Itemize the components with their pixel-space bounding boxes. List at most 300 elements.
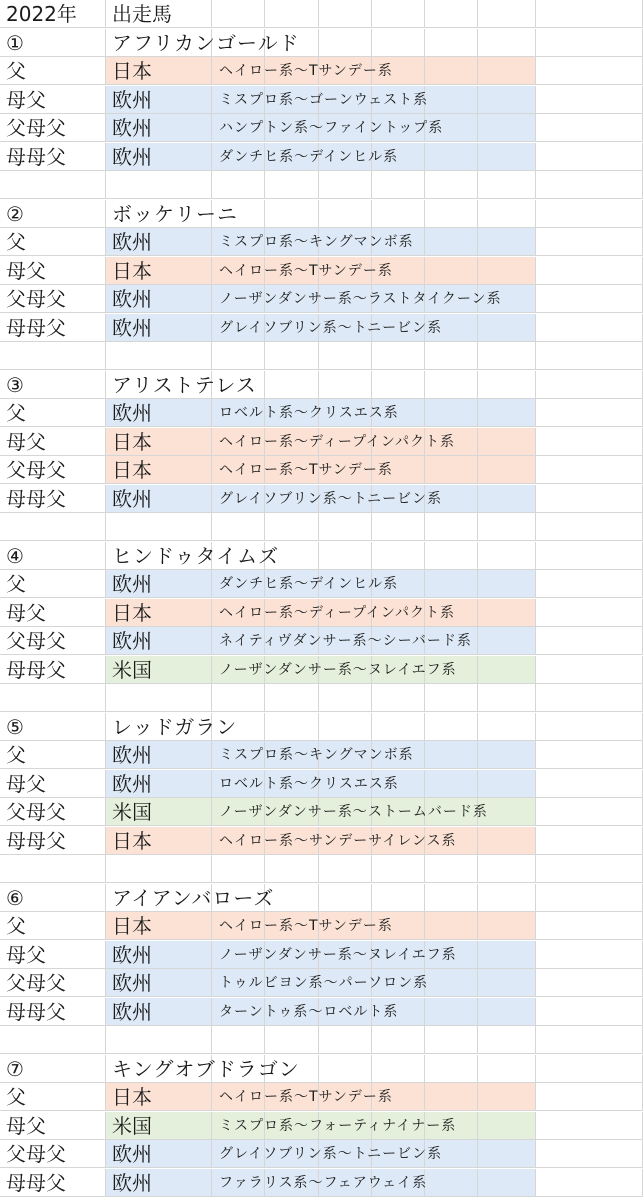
grid-cell[interactable]	[265, 684, 319, 712]
region-label: 欧州	[112, 971, 152, 995]
pedigree-row	[0, 599, 643, 627]
grid-cell[interactable]	[372, 1026, 425, 1054]
grid-cell[interactable]	[265, 371, 319, 399]
pedigree-role: 母母父	[6, 487, 66, 511]
pedigree-row	[0, 143, 643, 171]
region-label: 日本	[112, 430, 152, 454]
column-title: 出走馬	[112, 2, 172, 26]
grid-cell[interactable]	[425, 371, 478, 399]
grid-cell[interactable]	[319, 171, 372, 199]
grid-cell[interactable]	[536, 86, 643, 114]
pedigree-role: 父	[6, 230, 26, 254]
pedigree-role: 母母父	[6, 316, 66, 340]
grid-cell[interactable]	[425, 770, 478, 798]
grid-cell[interactable]	[425, 570, 478, 598]
grid-cell[interactable]	[478, 599, 536, 627]
grid-cell[interactable]	[536, 171, 643, 199]
grid-cell[interactable]	[319, 29, 372, 57]
grid-cell[interactable]	[425, 399, 478, 427]
grid-cell[interactable]	[536, 884, 643, 912]
lineage-text: ミスプロ系～キングマンボ系	[219, 234, 414, 250]
grid-cell[interactable]	[212, 684, 265, 712]
grid-cell[interactable]	[478, 456, 536, 484]
grid-cell[interactable]	[425, 86, 478, 114]
grid-cell[interactable]	[478, 713, 536, 741]
horse-number: ③	[6, 373, 24, 397]
grid-cell[interactable]	[478, 171, 536, 199]
grid-cell[interactable]	[536, 513, 643, 541]
region-label: 欧州	[112, 230, 152, 254]
pedigree-row	[0, 57, 643, 85]
grid-cell[interactable]	[536, 599, 643, 627]
pedigree-row	[0, 827, 643, 855]
region-label: 米国	[112, 1114, 152, 1138]
grid-cell[interactable]	[212, 855, 265, 883]
grid-cell[interactable]	[425, 513, 478, 541]
grid-cell[interactable]	[478, 1055, 536, 1083]
horse-number: ②	[6, 202, 24, 226]
grid-cell[interactable]	[319, 371, 372, 399]
lineage-text: ネイティヴダンサー系～シーバード系	[219, 633, 472, 649]
grid-cell[interactable]	[536, 1169, 643, 1197]
region-label: 米国	[112, 800, 152, 824]
grid-cell[interactable]	[536, 684, 643, 712]
grid-cell[interactable]	[536, 399, 643, 427]
grid-cell[interactable]	[478, 884, 536, 912]
grid-cell[interactable]	[425, 1055, 478, 1083]
horse-header-row	[0, 29, 643, 57]
region-label: 欧州	[112, 1171, 152, 1195]
grid-cell[interactable]	[0, 855, 106, 883]
grid-cell[interactable]	[478, 371, 536, 399]
grid-cell[interactable]	[265, 171, 319, 199]
horse-number: ①	[6, 31, 24, 55]
horse-number: ⑦	[6, 1057, 24, 1081]
grid-cell[interactable]	[372, 713, 425, 741]
grid-cell[interactable]	[478, 770, 536, 798]
pedigree-role: 母母父	[6, 658, 66, 682]
grid-cell[interactable]	[0, 171, 106, 199]
lineage-text: ノーザンダンサー系～ストームバード系	[219, 804, 488, 820]
grid-cell[interactable]	[536, 485, 643, 513]
grid-cell[interactable]	[425, 855, 478, 883]
grid-cell[interactable]	[372, 200, 425, 228]
grid-cell[interactable]	[536, 741, 643, 769]
lineage-text: ハンプトン系～ファイントップ系	[219, 120, 444, 136]
pedigree-row	[0, 969, 643, 997]
grid-cell[interactable]	[319, 1055, 372, 1083]
region-label: 日本	[112, 829, 152, 853]
grid-cell[interactable]	[265, 342, 319, 370]
grid-cell[interactable]	[478, 29, 536, 57]
grid-cell[interactable]	[478, 143, 536, 171]
horse-name: ボッケリーニ	[112, 202, 238, 226]
grid-cell[interactable]	[536, 855, 643, 883]
horse-header-row	[0, 542, 643, 570]
grid-cell[interactable]	[106, 342, 212, 370]
grid-cell[interactable]	[478, 1026, 536, 1054]
spacer-row	[0, 684, 643, 712]
pedigree-role: 母母父	[6, 1000, 66, 1024]
grid-cell[interactable]	[478, 1112, 536, 1140]
pedigree-role: 母父	[6, 943, 46, 967]
region-label: 欧州	[112, 401, 152, 425]
grid-cell[interactable]	[536, 143, 643, 171]
grid-cell[interactable]	[536, 941, 643, 969]
pedigree-role: 母父	[6, 772, 46, 796]
grid-cell[interactable]	[536, 1083, 643, 1111]
grid-cell[interactable]	[425, 542, 478, 570]
horse-header-row	[0, 200, 643, 228]
pedigree-row	[0, 1169, 643, 1197]
grid-cell[interactable]	[478, 513, 536, 541]
grid-cell[interactable]	[212, 342, 265, 370]
pedigree-role: 父母父	[6, 458, 66, 482]
pedigree-role: 父	[6, 914, 26, 938]
grid-cell[interactable]	[478, 684, 536, 712]
grid-cell[interactable]	[536, 1140, 643, 1168]
grid-cell[interactable]	[536, 29, 643, 57]
region-label: 欧州	[112, 572, 152, 596]
pedigree-row	[0, 656, 643, 684]
grid-cell[interactable]	[425, 143, 478, 171]
lineage-text: ノーザンダンサー系～ヌレイエフ系	[219, 662, 457, 678]
pedigree-role: 母母父	[6, 1171, 66, 1195]
grid-cell[interactable]	[425, 171, 478, 199]
lineage-text: グレイソブリン系～トニービン系	[219, 1146, 443, 1162]
grid-cell[interactable]	[478, 57, 536, 85]
year-label: 2022年	[6, 2, 77, 26]
grid-cell[interactable]	[372, 884, 425, 912]
lineage-text: グレイソブリン系～トニービン系	[219, 491, 443, 507]
horse-name: アフリカンゴールド	[112, 31, 300, 55]
pedigree-role: 父母父	[6, 1142, 66, 1166]
lineage-text: ミスプロ系～フォーティナイナー系	[219, 1118, 457, 1134]
lineage-text: ヘイロー系～ディープインパクト系	[219, 434, 455, 450]
pedigree-row	[0, 912, 643, 940]
grid-cell[interactable]	[536, 342, 643, 370]
horse-name: レッドガラン	[112, 715, 238, 739]
grid-cell[interactable]	[536, 1112, 643, 1140]
pedigree-row	[0, 998, 643, 1026]
pedigree-role: 父	[6, 59, 26, 83]
grid-cell[interactable]	[478, 399, 536, 427]
grid-cell[interactable]	[478, 114, 536, 142]
grid-cell[interactable]	[425, 969, 478, 997]
horse-name: アリストテレス	[112, 373, 257, 397]
grid-cell[interactable]	[212, 513, 265, 541]
horse-header-row	[0, 371, 643, 399]
region-label: 米国	[112, 658, 152, 682]
region-label: 欧州	[112, 145, 152, 169]
grid-cell[interactable]	[425, 1169, 478, 1197]
lineage-text: ロベルト系～クリスエス系	[219, 405, 399, 421]
grid-cell[interactable]	[106, 855, 212, 883]
pedigree-row	[0, 399, 643, 427]
grid-cell[interactable]	[265, 513, 319, 541]
grid-cell[interactable]	[372, 542, 425, 570]
grid-cell[interactable]	[425, 1026, 478, 1054]
grid-cell[interactable]	[319, 713, 372, 741]
pedigree-row	[0, 428, 643, 456]
pedigree-role: 母父	[6, 259, 46, 283]
grid-cell[interactable]	[319, 542, 372, 570]
pedigree-row	[0, 627, 643, 655]
grid-cell[interactable]	[372, 1055, 425, 1083]
grid-cell[interactable]	[212, 1026, 265, 1054]
grid-cell[interactable]	[425, 0, 478, 28]
region-label: 欧州	[112, 287, 152, 311]
grid-cell[interactable]	[265, 200, 319, 228]
pedigree-row	[0, 1083, 643, 1111]
grid-cell[interactable]	[478, 998, 536, 1026]
horse-header-row	[0, 884, 643, 912]
grid-cell[interactable]	[425, 228, 478, 256]
horse-number: ④	[6, 544, 24, 568]
lineage-text: ヘイロー系～Tサンデー系	[219, 263, 393, 279]
grid-cell[interactable]	[478, 741, 536, 769]
grid-cell[interactable]	[319, 0, 372, 28]
grid-cell[interactable]	[536, 770, 643, 798]
grid-cell[interactable]	[265, 0, 319, 28]
lineage-text: ミスプロ系～ゴーンウェスト系	[219, 92, 429, 108]
grid-cell[interactable]	[478, 257, 536, 285]
pedigree-role: 父母父	[6, 971, 66, 995]
grid-cell[interactable]	[478, 342, 536, 370]
pedigree-row	[0, 941, 643, 969]
region-label: 日本	[112, 601, 152, 625]
grid-cell[interactable]	[536, 285, 643, 313]
grid-cell[interactable]	[536, 57, 643, 85]
lineage-text: ヘイロー系～Tサンデー系	[219, 1089, 393, 1105]
pedigree-row	[0, 1140, 643, 1168]
grid-cell[interactable]	[536, 1055, 643, 1083]
grid-cell[interactable]	[319, 884, 372, 912]
grid-cell[interactable]	[425, 998, 478, 1026]
lineage-text: グレイソブリン系～トニービン系	[219, 320, 443, 336]
grid-cell[interactable]	[212, 0, 265, 28]
grid-cell[interactable]	[478, 86, 536, 114]
pedigree-role: 母父	[6, 88, 46, 112]
region-label: 欧州	[112, 943, 152, 967]
grid-cell[interactable]	[536, 314, 643, 342]
grid-cell[interactable]	[536, 827, 643, 855]
grid-cell[interactable]	[372, 684, 425, 712]
grid-cell[interactable]	[478, 912, 536, 940]
grid-cell[interactable]	[478, 228, 536, 256]
grid-cell[interactable]	[478, 627, 536, 655]
spacer-row	[0, 855, 643, 883]
horse-number: ⑥	[6, 886, 24, 910]
pedigree-role: 父母父	[6, 629, 66, 653]
grid-cell[interactable]	[536, 713, 643, 741]
pedigree-role: 父	[6, 572, 26, 596]
grid-cell[interactable]	[536, 798, 643, 826]
region-label: 欧州	[112, 743, 152, 767]
lineage-text: ヘイロー系～サンデーサイレンス系	[219, 833, 457, 849]
pedigree-role: 母父	[6, 430, 46, 454]
grid-cell[interactable]	[425, 342, 478, 370]
region-label: 欧州	[112, 116, 152, 140]
grid-cell[interactable]	[265, 855, 319, 883]
grid-cell[interactable]	[536, 428, 643, 456]
pedigree-row	[0, 741, 643, 769]
pedigree-role: 父母父	[6, 800, 66, 824]
pedigree-role: 母母父	[6, 829, 66, 853]
grid-cell[interactable]	[0, 513, 106, 541]
grid-cell[interactable]	[425, 912, 478, 940]
grid-cell[interactable]	[478, 1140, 536, 1168]
grid-cell[interactable]	[478, 485, 536, 513]
grid-cell[interactable]	[478, 941, 536, 969]
pedigree-row	[0, 456, 643, 484]
region-label: 日本	[112, 259, 152, 283]
grid-cell[interactable]	[372, 29, 425, 57]
lineage-text: トゥルビヨン系～パーソロン系	[219, 975, 429, 991]
header-row	[0, 0, 643, 28]
lineage-text: ミスプロ系～キングマンボ系	[219, 747, 414, 763]
pedigree-role: 母母父	[6, 145, 66, 169]
pedigree-row	[0, 770, 643, 798]
grid-cell[interactable]	[478, 570, 536, 598]
pedigree-role: 父	[6, 1085, 26, 1109]
grid-cell[interactable]	[478, 1169, 536, 1197]
pedigree-row	[0, 570, 643, 598]
grid-cell[interactable]	[478, 969, 536, 997]
grid-cell[interactable]	[212, 171, 265, 199]
lineage-text: ヘイロー系～Tサンデー系	[219, 918, 393, 934]
lineage-text: ノーザンダンサー系～ラストタイクーン系	[219, 291, 502, 307]
region-label: 欧州	[112, 88, 152, 112]
lineage-text: ロベルト系～クリスエス系	[219, 776, 399, 792]
grid-cell[interactable]	[0, 1026, 106, 1054]
lineage-text: ダンチヒ系～デインヒル系	[219, 576, 399, 592]
pedigree-role: 母父	[6, 1114, 46, 1138]
grid-cell[interactable]	[319, 200, 372, 228]
grid-cell[interactable]	[425, 57, 478, 85]
grid-cell[interactable]	[536, 200, 643, 228]
pedigree-role: 父母父	[6, 287, 66, 311]
grid-cell[interactable]	[536, 570, 643, 598]
lineage-text: ノーザンダンサー系～ヌレイエフ系	[219, 947, 457, 963]
grid-cell[interactable]	[106, 513, 212, 541]
region-label: 欧州	[112, 629, 152, 653]
pedigree-row	[0, 86, 643, 114]
grid-cell[interactable]	[536, 969, 643, 997]
pedigree-row	[0, 228, 643, 256]
grid-cell[interactable]	[536, 228, 643, 256]
pedigree-role: 父	[6, 743, 26, 767]
region-label: 欧州	[112, 487, 152, 511]
grid-cell[interactable]	[425, 713, 478, 741]
region-label: 日本	[112, 914, 152, 938]
pedigree-row	[0, 114, 643, 142]
grid-cell[interactable]	[319, 1026, 372, 1054]
grid-cell[interactable]	[265, 1026, 319, 1054]
lineage-text: ファラリス系～フェアウェイ系	[219, 1175, 428, 1191]
grid-cell[interactable]	[372, 342, 425, 370]
grid-cell[interactable]	[372, 371, 425, 399]
grid-cell[interactable]	[478, 827, 536, 855]
grid-cell[interactable]	[372, 171, 425, 199]
pedigree-row	[0, 257, 643, 285]
grid-cell[interactable]	[536, 1026, 643, 1054]
grid-cell[interactable]	[478, 0, 536, 28]
grid-cell[interactable]	[536, 627, 643, 655]
horse-header-row	[0, 1055, 643, 1083]
pedigree-role: 父	[6, 401, 26, 425]
grid-cell[interactable]	[106, 1026, 212, 1054]
grid-cell[interactable]	[425, 456, 478, 484]
spacer-row	[0, 513, 643, 541]
grid-cell[interactable]	[319, 513, 372, 541]
grid-cell[interactable]	[106, 171, 212, 199]
grid-cell[interactable]	[0, 684, 106, 712]
grid-cell[interactable]	[478, 428, 536, 456]
grid-cell[interactable]	[372, 0, 425, 28]
grid-cell[interactable]	[319, 684, 372, 712]
grid-cell[interactable]	[425, 741, 478, 769]
grid-cell[interactable]	[478, 542, 536, 570]
grid-cell[interactable]	[372, 513, 425, 541]
spacer-row	[0, 171, 643, 199]
grid-cell[interactable]	[536, 656, 643, 684]
lineage-text: ヘイロー系～ディープインパクト系	[219, 605, 455, 621]
horse-header-row	[0, 713, 643, 741]
lineage-text: ヘイロー系～Tサンデー系	[219, 63, 393, 79]
grid-cell[interactable]	[478, 1083, 536, 1111]
region-label: 欧州	[112, 772, 152, 796]
region-label: 日本	[112, 59, 152, 83]
lineage-text: ダンチヒ系～デインヒル系	[219, 149, 399, 165]
grid-cell[interactable]	[425, 29, 478, 57]
grid-cell[interactable]	[536, 257, 643, 285]
grid-cell[interactable]	[372, 855, 425, 883]
pedigree-row	[0, 798, 643, 826]
pedigree-row	[0, 285, 643, 313]
grid-cell[interactable]	[425, 884, 478, 912]
horse-name: キングオブドラゴン	[112, 1057, 300, 1081]
grid-cell[interactable]	[536, 912, 643, 940]
grid-cell[interactable]	[478, 200, 536, 228]
grid-cell[interactable]	[478, 855, 536, 883]
grid-cell[interactable]	[536, 371, 643, 399]
grid-cell[interactable]	[536, 456, 643, 484]
horse-name: アイアンバローズ	[112, 886, 275, 910]
grid-cell[interactable]	[425, 1083, 478, 1111]
grid-cell[interactable]	[0, 342, 106, 370]
grid-cell[interactable]	[319, 342, 372, 370]
grid-cell[interactable]	[425, 200, 478, 228]
grid-cell[interactable]	[425, 257, 478, 285]
grid-cell[interactable]	[536, 0, 643, 28]
pedigree-row	[0, 314, 643, 342]
grid-cell[interactable]	[265, 713, 319, 741]
grid-cell[interactable]	[106, 684, 212, 712]
region-label: 欧州	[112, 1000, 152, 1024]
grid-cell[interactable]	[536, 998, 643, 1026]
grid-cell[interactable]	[319, 855, 372, 883]
pedigree-row	[0, 485, 643, 513]
grid-cell[interactable]	[425, 684, 478, 712]
grid-cell[interactable]	[536, 542, 643, 570]
grid-cell[interactable]	[478, 656, 536, 684]
grid-cell[interactable]	[536, 114, 643, 142]
spacer-row	[0, 342, 643, 370]
pedigree-row	[0, 1112, 643, 1140]
horse-number: ⑤	[6, 715, 24, 739]
grid-cell[interactable]	[478, 314, 536, 342]
